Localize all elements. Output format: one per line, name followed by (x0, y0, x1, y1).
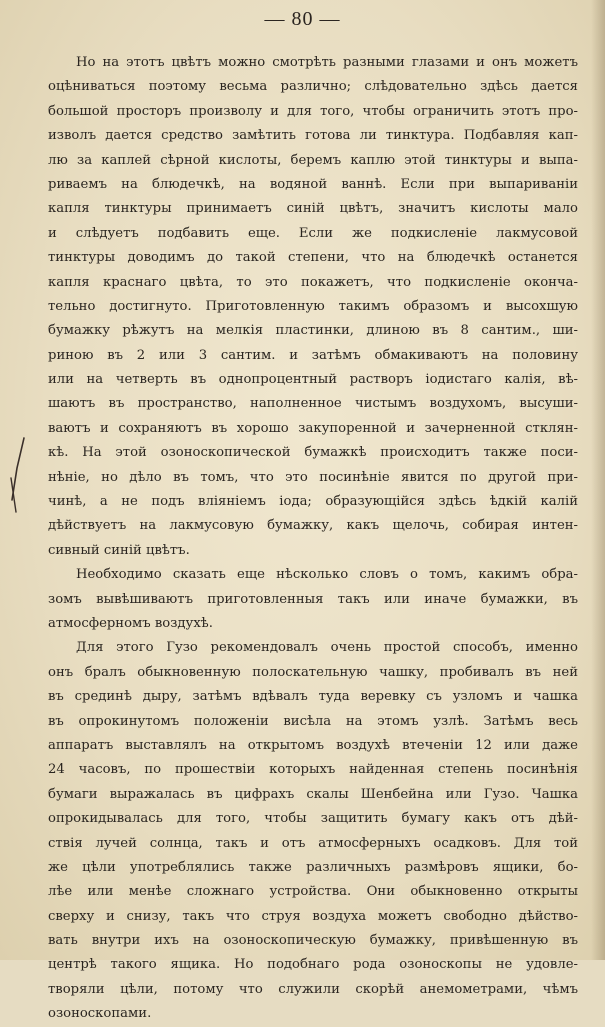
text-line: въ срединѣ дыру, затѣмъ вдѣвалъ туда веревку съ узломъ и чашка (48, 689, 578, 705)
text-line: и слѣдуетъ подбавить еще. Если же подкисленіе лакмусовой (48, 225, 578, 241)
text-line: нѣніе, но дѣло въ томъ, что это посинѣніе явится по другой при- (48, 469, 578, 485)
text-line: центрѣ такого ящика. Но подобнаго рода озоноскопы не удовле- (48, 957, 578, 973)
text-line: сверху и снизу, такъ что струя воздуха можетъ свободно дѣйство- (48, 908, 578, 924)
text-line: капля краснаго цвѣта, то это покажетъ, что подкисленіе оконча- (48, 274, 578, 290)
text-line: большой просторъ произволу и для того, чтобы ограничить этотъ про- (48, 103, 578, 119)
text-line: риною въ 2 или 3 сантим. и затѣмъ обмакиваютъ на половину (48, 347, 578, 363)
text-line: ваютъ и сохраняютъ въ хорошо закупоренной и зачерненной стклян- (48, 420, 578, 436)
text-line: сивный синій цвѣтъ. (48, 542, 190, 558)
text-line: въ опрокинутомъ положеніи висѣла на этомъ узлѣ. Затѣмъ весь (48, 713, 578, 729)
text-line: шаютъ въ пространство, наполненное чистымъ воздухомъ, высуши- (48, 396, 578, 412)
text-line: кѣ. На этой озоноскопической бумажкѣ происходитъ также поси- (48, 445, 578, 461)
text-line: дѣйствуетъ на лакмусовую бумажку, какъ щелочь, собирая интен- (48, 518, 578, 534)
page-number: — 80 — (264, 8, 341, 30)
text-line: или на четверть въ однопроцентный растворъ іодистаго калія, вѣ- (48, 372, 578, 388)
text-line: капля тинктуры принимаетъ синій цвѣтъ, значитъ кислоты мало (48, 201, 578, 217)
text-line: оцѣниваться поэтому весьма различно; слѣдовательно здѣсь дается (48, 79, 578, 95)
text-line: бумажку рѣжутъ на мелкія пластинки, длиною въ 8 сантим., ши- (48, 323, 578, 339)
text-line: тинктуры доводимъ до такой степени, что на блюдечкѣ останется (48, 250, 578, 266)
text-line: Необходимо сказать еще нѣсколько словъ о томъ, какимъ обра- (76, 567, 578, 583)
text-line: чинѣ, а не подъ вліяніемъ іода; образующійся здѣсь ѣдкій калій (48, 494, 578, 510)
text-line: тельно достигнуто. Приготовленную такимъ образомъ и высохшую (48, 298, 578, 314)
text-line: Для этого Гузо рекомендовалъ очень простой способъ, именно (76, 640, 578, 656)
text-line: Но на этотъ цвѣтъ можно смотрѣть разными глазами и онъ можетъ (76, 55, 578, 70)
text-line: лю за каплей сѣрной кислоты, беремъ каплю этой тинктуры и выпа- (48, 152, 578, 168)
text-line: вать внутри ихъ на озоноскопическую бумажку, привѣшенную въ (48, 933, 578, 949)
text-line: зомъ вывѣшиваютъ приготовленныя такъ или иначе бумажки, въ (48, 591, 578, 607)
text-line: ствія лучей солнца, такъ и отъ атмосферныхъ осадковъ. Для той (48, 835, 578, 851)
text-line: лѣе или менѣе сложнаго устройства. Они обыкновенно открыты (48, 884, 578, 900)
text-line: риваемъ на блюдечкѣ, на водяной ваннѣ. Если при выпариваніи (48, 176, 578, 192)
text-line: опрокидывалась для того, чтобы защитить бумагу какъ отъ дѣй- (48, 811, 578, 827)
text-line: озоноскопами. (48, 1006, 152, 1022)
text-line: аппаратъ выставлялъ на открытомъ воздухѣ втеченіи 12 или даже (48, 737, 578, 753)
text-line: атмосферномъ воздухѣ. (48, 615, 213, 631)
text-line: 24 часовъ, по прошествіи которыхъ найденная степень посинѣнія (48, 762, 578, 778)
text-line: творяли цѣли, потому что служили скорѣй анемометрами, чѣмъ (48, 981, 578, 997)
text-body (48, 51, 578, 1027)
text-line: онъ бралъ обыкновенную полоскательную чашку, пробивалъ въ ней (48, 664, 578, 680)
text-line: изволъ дается средство замѣтить готова ли тинктура. Подбавляя кап- (48, 128, 578, 144)
text-line: же цѣли употреблялись также различныхъ размѣровъ ящики, бо- (48, 859, 578, 875)
text-line: бумаги выражалась въ цифрахъ скалы Шенбейна или Гузо. Чашка (48, 786, 578, 802)
